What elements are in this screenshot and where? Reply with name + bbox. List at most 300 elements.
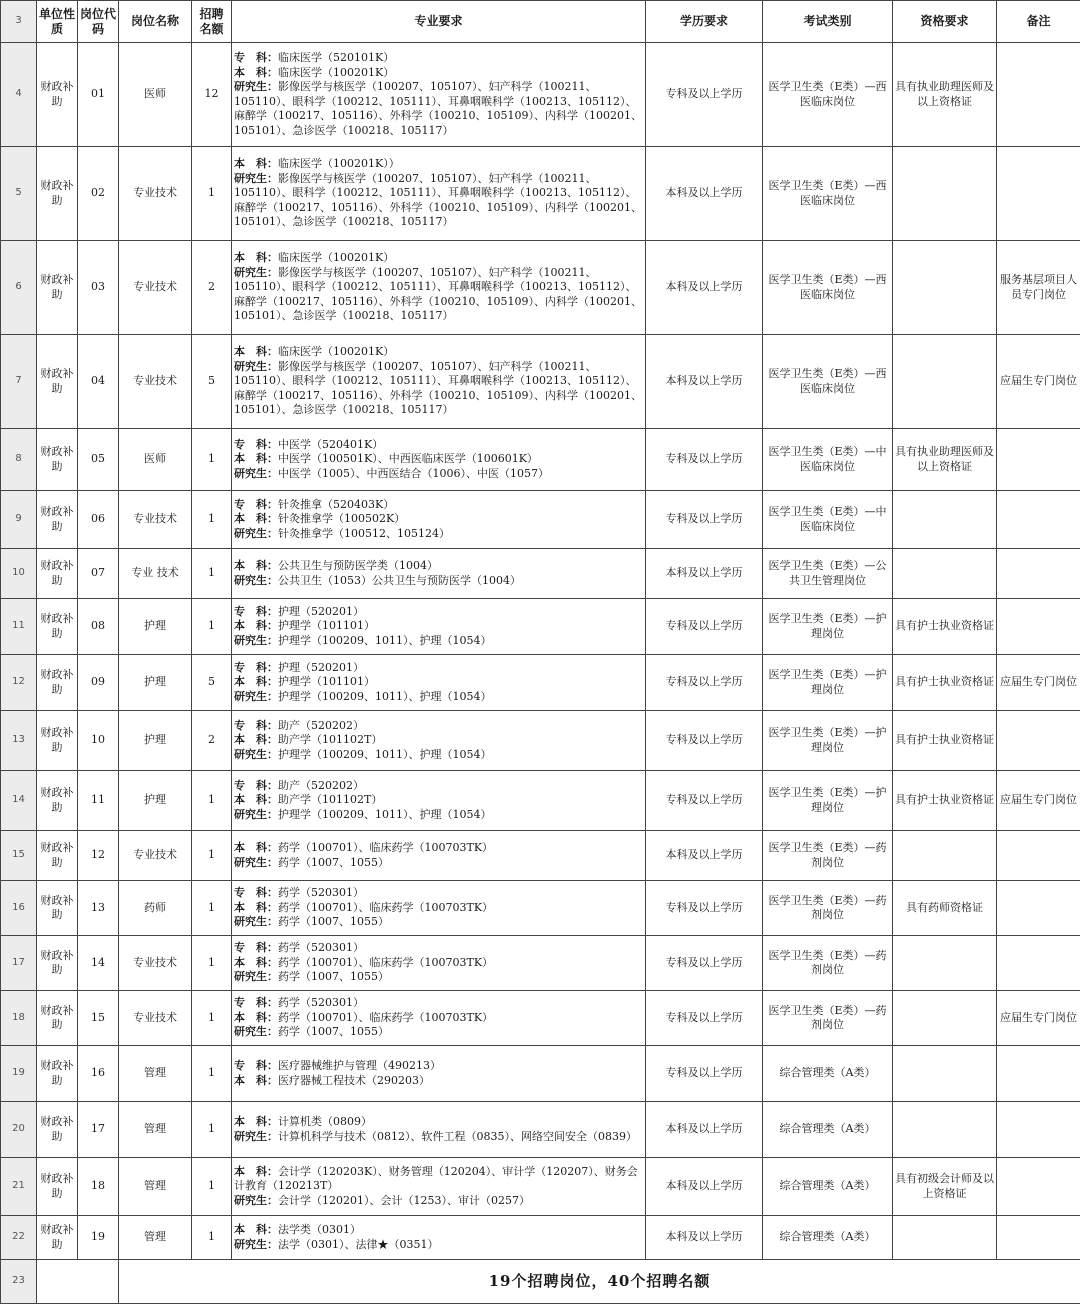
education-cell: 专科及以上学历 — [646, 429, 763, 491]
major-line — [234, 1059, 643, 1074]
degree-level-label: 研究生： — [234, 467, 278, 480]
unit-nature-cell: 财政补助 — [37, 335, 78, 429]
degree-level-label: 本 科： — [234, 619, 278, 632]
exam-type-cell: 综合管理类（A类） — [763, 1102, 893, 1158]
major-line — [234, 605, 643, 620]
qualification-cell: 具有护士执业资格证 — [893, 711, 997, 771]
exam-type-cell: 医学卫生类（E类）—西医临床岗位 — [763, 335, 893, 429]
quota-cell: 5 — [192, 655, 232, 711]
quota-cell: 1 — [192, 429, 232, 491]
major-line — [234, 172, 643, 230]
major-list: 临床医学（100201K） — [278, 345, 394, 358]
major-line — [234, 80, 643, 138]
post-name-cell: 专业技术 — [119, 831, 192, 881]
header-exam-type: 考试类别 — [763, 1, 893, 43]
degree-level-label: 专 科： — [234, 498, 278, 511]
post-code-cell: 13 — [78, 881, 119, 936]
qualification-cell — [893, 1102, 997, 1158]
education-cell: 本科及以上学历 — [646, 1158, 763, 1216]
education-cell: 本科及以上学历 — [646, 147, 763, 241]
major-list: 临床医学（520101K） — [278, 51, 394, 64]
qualification-cell — [893, 549, 997, 599]
post-name-cell: 管理 — [119, 1102, 192, 1158]
degree-level-label: 专 科： — [234, 719, 278, 732]
post-name-cell: 专业技术 — [119, 147, 192, 241]
major-list: 护理（520201） — [278, 661, 364, 674]
degree-level-label: 本 科： — [234, 1074, 278, 1087]
major-requirements-cell — [232, 241, 646, 335]
row-number: 7 — [1, 335, 37, 429]
header-unit-nature: 单位性质 — [37, 1, 78, 43]
exam-type-cell: 医学卫生类（E类）—护理岗位 — [763, 599, 893, 655]
major-requirements-cell — [232, 831, 646, 881]
education-cell: 专科及以上学历 — [646, 936, 763, 991]
major-list: 护理学（101101） — [278, 619, 375, 632]
major-line — [234, 1194, 643, 1209]
exam-type-cell: 医学卫生类（E类）—药剂岗位 — [763, 936, 893, 991]
post-name-cell: 护理 — [119, 771, 192, 831]
major-requirements-cell — [232, 491, 646, 549]
degree-level-label: 专 科： — [234, 1059, 278, 1072]
post-code-cell: 08 — [78, 599, 119, 655]
table-row — [1, 881, 1080, 936]
header-remark: 备注 — [997, 1, 1080, 43]
table-row — [1, 1216, 1080, 1260]
remark-cell — [997, 881, 1080, 936]
quota-cell: 1 — [192, 1158, 232, 1216]
degree-level-label: 研究生： — [234, 1238, 278, 1251]
remark-cell: 服务基层项目人员专门岗位 — [997, 241, 1080, 335]
major-requirements-cell — [232, 936, 646, 991]
major-line — [234, 793, 643, 808]
header-post-name: 岗位名称 — [119, 1, 192, 43]
post-name-cell: 专业技术 — [119, 936, 192, 991]
major-list: 计算机科学与技术（0812）、软件工程（0835）、网络空间安全（0839） — [278, 1130, 637, 1143]
quota-cell: 2 — [192, 711, 232, 771]
unit-nature-cell: 财政补助 — [37, 429, 78, 491]
post-code-cell: 10 — [78, 711, 119, 771]
major-requirements-cell — [232, 655, 646, 711]
remark-cell — [997, 831, 1080, 881]
major-line — [234, 886, 643, 901]
quota-cell: 1 — [192, 771, 232, 831]
major-line — [234, 915, 643, 930]
major-list: 中医学（1005）、中西医结合（1006）、中医（1057） — [278, 467, 549, 480]
quota-cell: 1 — [192, 1216, 232, 1260]
major-list: 影像医学与核医学（100207、105107）、妇产科学（100211、105110）、眼科学（100212、105111）、耳鼻咽喉科学（100213、105112）、麻醉学（100217、105116）、外科学（100210、105109）、内科学（100201、105101）、急诊医学（100218、105117） — [234, 80, 642, 137]
unit-nature-cell: 财政补助 — [37, 936, 78, 991]
major-list: 药学（100701）、临床药学（100703TK） — [278, 841, 493, 854]
row-number: 17 — [1, 936, 37, 991]
qualification-cell — [893, 1046, 997, 1102]
remark-cell — [997, 1102, 1080, 1158]
major-line — [234, 941, 643, 956]
major-line — [234, 266, 643, 324]
degree-level-label: 本 科： — [234, 675, 278, 688]
major-requirements-cell — [232, 991, 646, 1046]
exam-type-cell: 医学卫生类（E类）—中医临床岗位 — [763, 491, 893, 549]
major-requirements-cell — [232, 711, 646, 771]
major-requirements-cell — [232, 599, 646, 655]
row-number: 8 — [1, 429, 37, 491]
remark-cell — [997, 711, 1080, 771]
exam-type-cell: 医学卫生类（E类）—药剂岗位 — [763, 991, 893, 1046]
education-cell: 专科及以上学历 — [646, 655, 763, 711]
degree-level-label: 本 科： — [234, 901, 278, 914]
degree-level-label: 研究生： — [234, 1194, 278, 1207]
unit-nature-cell: 财政补助 — [37, 1102, 78, 1158]
degree-level-label: 专 科： — [234, 51, 278, 64]
unit-nature-cell: 财政补助 — [37, 991, 78, 1046]
post-code-cell: 14 — [78, 936, 119, 991]
post-code-cell: 18 — [78, 1158, 119, 1216]
post-name-cell: 管理 — [119, 1216, 192, 1260]
table-row — [1, 429, 1080, 491]
major-requirements-cell — [232, 147, 646, 241]
degree-level-label: 本 科： — [234, 1223, 278, 1236]
education-cell: 专科及以上学历 — [646, 43, 763, 147]
major-line — [234, 345, 643, 360]
row-number: 23 — [1, 1260, 37, 1304]
degree-level-label: 本 科： — [234, 841, 278, 854]
major-line — [234, 719, 643, 734]
major-requirements-cell — [232, 1216, 646, 1260]
education-cell: 专科及以上学历 — [646, 991, 763, 1046]
exam-type-cell: 医学卫生类（E类）—药剂岗位 — [763, 881, 893, 936]
header-major: 专业要求 — [232, 1, 646, 43]
row-number: 14 — [1, 771, 37, 831]
post-name-cell: 护理 — [119, 599, 192, 655]
summary-blank-cell — [37, 1260, 119, 1304]
row-number: 10 — [1, 549, 37, 599]
post-code-cell: 05 — [78, 429, 119, 491]
post-name-cell: 药师 — [119, 881, 192, 936]
post-name-cell: 专业技术 — [119, 491, 192, 549]
unit-nature-cell: 财政补助 — [37, 43, 78, 147]
unit-nature-cell: 财政补助 — [37, 491, 78, 549]
remark-cell: 应届生专门岗位 — [997, 335, 1080, 429]
major-list: 护理学（100209、1011）、护理（1054） — [278, 634, 491, 647]
summary-text: 19个招聘岗位，40个招聘名额 — [119, 1260, 1080, 1304]
post-code-cell: 01 — [78, 43, 119, 147]
quota-cell: 1 — [192, 491, 232, 549]
degree-level-label: 专 科： — [234, 605, 278, 618]
degree-level-label: 专 科： — [234, 779, 278, 792]
degree-level-label: 本 科： — [234, 1115, 278, 1128]
degree-level-label: 研究生： — [234, 266, 278, 279]
major-list: 影像医学与核医学（100207、105107）、妇产科学（100211、105110）、眼科学（100212、105111）、耳鼻咽喉科学（100213、105112）、麻醉学（100217、105116）、外科学（100210、105109）、内科学（100201、105101）、急诊医学（100218、105117） — [234, 266, 642, 323]
major-line — [234, 748, 643, 763]
qualification-cell — [893, 936, 997, 991]
table-row — [1, 491, 1080, 549]
major-list: 助产（520202） — [278, 719, 364, 732]
major-requirements-cell — [232, 1102, 646, 1158]
major-line — [234, 360, 643, 418]
post-name-cell: 医师 — [119, 43, 192, 147]
major-list: 药学（1007、1055） — [278, 856, 389, 869]
post-code-cell: 11 — [78, 771, 119, 831]
major-list: 公共卫生与预防医学类（1004） — [278, 559, 438, 572]
row-number: 15 — [1, 831, 37, 881]
table-row — [1, 991, 1080, 1046]
quota-cell: 1 — [192, 831, 232, 881]
table-row — [1, 335, 1080, 429]
row-number: 6 — [1, 241, 37, 335]
degree-level-label: 研究生： — [234, 1130, 278, 1143]
degree-level-label: 专 科： — [234, 438, 278, 451]
row-number: 16 — [1, 881, 37, 936]
major-list: 影像医学与核医学（100207、105107）、妇产科学（100211、105110）、眼科学（100212、105111）、耳鼻咽喉科学（100213、105112）、麻醉学（100217、105116）、外科学（100210、105109）、内科学（100201、105101）、急诊医学（100218、105117） — [234, 172, 642, 229]
row-number: 4 — [1, 43, 37, 147]
major-list: 护理学（101101） — [278, 675, 375, 688]
exam-type-cell: 医学卫生类（E类）—药剂岗位 — [763, 831, 893, 881]
remark-cell — [997, 549, 1080, 599]
post-name-cell: 护理 — [119, 711, 192, 771]
major-line — [234, 1165, 643, 1194]
quota-cell: 12 — [192, 43, 232, 147]
education-cell: 专科及以上学历 — [646, 711, 763, 771]
post-name-cell: 医师 — [119, 429, 192, 491]
major-list: 临床医学（100201K） — [278, 251, 394, 264]
qualification-cell — [893, 1216, 997, 1260]
degree-level-label: 研究生： — [234, 748, 278, 761]
post-name-cell: 管理 — [119, 1158, 192, 1216]
header-quota: 招聘名额 — [192, 1, 232, 43]
major-line — [234, 438, 643, 453]
major-list: 针灸推拿学（100512、105124） — [278, 527, 450, 540]
qualification-cell: 具有执业助理医师及以上资格证 — [893, 43, 997, 147]
major-list: 助产学（101102T） — [278, 793, 382, 806]
table-row — [1, 1158, 1080, 1216]
major-list: 医疗器械工程技术（290203） — [278, 1074, 430, 1087]
table-row — [1, 771, 1080, 831]
degree-level-label: 研究生： — [234, 360, 278, 373]
table-row — [1, 1046, 1080, 1102]
unit-nature-cell: 财政补助 — [37, 1158, 78, 1216]
degree-level-label: 研究生： — [234, 856, 278, 869]
unit-nature-cell: 财政补助 — [37, 549, 78, 599]
education-cell: 专科及以上学历 — [646, 1046, 763, 1102]
post-name-cell: 专业技术 — [119, 991, 192, 1046]
row-number: 20 — [1, 1102, 37, 1158]
remark-cell — [997, 491, 1080, 549]
qualification-cell: 具有初级会计师及以上资格证 — [893, 1158, 997, 1216]
post-code-cell: 04 — [78, 335, 119, 429]
major-list: 药学（100701）、临床药学（100703TK） — [278, 1011, 493, 1024]
major-line — [234, 856, 643, 871]
major-list: 中医学（520401K） — [278, 438, 383, 451]
remark-cell — [997, 147, 1080, 241]
major-list: 助产（520202） — [278, 779, 364, 792]
remark-cell: 应届生专门岗位 — [997, 771, 1080, 831]
major-list: 药学（100701）、临床药学（100703TK） — [278, 901, 493, 914]
quota-cell: 1 — [192, 936, 232, 991]
quota-cell: 1 — [192, 991, 232, 1046]
major-requirements-cell — [232, 881, 646, 936]
education-cell: 本科及以上学历 — [646, 1102, 763, 1158]
degree-level-label: 本 科： — [234, 345, 278, 358]
major-line — [234, 619, 643, 634]
exam-type-cell: 医学卫生类（E类）—护理岗位 — [763, 711, 893, 771]
unit-nature-cell: 财政补助 — [37, 1046, 78, 1102]
post-code-cell: 17 — [78, 1102, 119, 1158]
major-line — [234, 559, 643, 574]
row-number: 3 — [1, 1, 37, 43]
degree-level-label: 本 科： — [234, 512, 278, 525]
major-list: 计算机类（0809） — [278, 1115, 372, 1128]
major-line — [234, 956, 643, 971]
major-line — [234, 1011, 643, 1026]
remark-cell — [997, 936, 1080, 991]
post-code-cell: 02 — [78, 147, 119, 241]
qualification-cell — [893, 335, 997, 429]
degree-level-label: 本 科： — [234, 956, 278, 969]
row-number: 5 — [1, 147, 37, 241]
major-line — [234, 841, 643, 856]
remark-cell: 应届生专门岗位 — [997, 655, 1080, 711]
major-list: 针灸推拿（520403K） — [278, 498, 394, 511]
major-list: 药学（520301） — [278, 996, 364, 1009]
education-cell: 专科及以上学历 — [646, 491, 763, 549]
major-list: 护理（520201） — [278, 605, 364, 618]
table-row — [1, 241, 1080, 335]
major-line — [234, 901, 643, 916]
quota-cell: 2 — [192, 241, 232, 335]
table-row — [1, 1102, 1080, 1158]
unit-nature-cell: 财政补助 — [37, 655, 78, 711]
major-line — [234, 690, 643, 705]
quota-cell: 1 — [192, 147, 232, 241]
major-line — [234, 970, 643, 985]
table-row — [1, 43, 1080, 147]
unit-nature-cell: 财政补助 — [37, 881, 78, 936]
major-list: 药学（100701）、临床药学（100703TK） — [278, 956, 493, 969]
degree-level-label: 研究生： — [234, 808, 278, 821]
post-code-cell: 19 — [78, 1216, 119, 1260]
remark-cell — [997, 1216, 1080, 1260]
major-requirements-cell — [232, 549, 646, 599]
exam-type-cell: 综合管理类（A类） — [763, 1216, 893, 1260]
header-post-code: 岗位代码 — [78, 1, 119, 43]
education-cell: 本科及以上学历 — [646, 1216, 763, 1260]
table-row — [1, 655, 1080, 711]
degree-level-label: 研究生： — [234, 172, 278, 185]
major-list: 法学类（0301） — [278, 1223, 361, 1236]
qualification-cell — [893, 491, 997, 549]
qualification-cell: 具有药师资格证 — [893, 881, 997, 936]
education-cell: 本科及以上学历 — [646, 831, 763, 881]
post-code-cell: 16 — [78, 1046, 119, 1102]
degree-level-label: 专 科： — [234, 941, 278, 954]
major-line — [234, 498, 643, 513]
row-number: 22 — [1, 1216, 37, 1260]
row-number: 9 — [1, 491, 37, 549]
exam-type-cell: 综合管理类（A类） — [763, 1158, 893, 1216]
qualification-cell — [893, 241, 997, 335]
unit-nature-cell: 财政补助 — [37, 771, 78, 831]
major-list: 临床医学（100201K）） — [278, 157, 400, 170]
table-row — [1, 831, 1080, 881]
major-line — [234, 157, 643, 172]
exam-type-cell: 医学卫生类（E类）—护理岗位 — [763, 771, 893, 831]
degree-level-label: 研究生： — [234, 527, 278, 540]
major-requirements-cell — [232, 1158, 646, 1216]
qualification-cell — [893, 991, 997, 1046]
major-line — [234, 66, 643, 81]
degree-level-label: 本 科： — [234, 559, 278, 572]
table-row — [1, 936, 1080, 991]
major-requirements-cell — [232, 429, 646, 491]
unit-nature-cell: 财政补助 — [37, 711, 78, 771]
remark-cell: 应届生专门岗位 — [997, 991, 1080, 1046]
post-name-cell: 管理 — [119, 1046, 192, 1102]
major-list: 中医学（100501K）、中西医临床医学（100601K） — [278, 452, 538, 465]
degree-level-label: 研究生： — [234, 574, 278, 587]
table-row — [1, 147, 1080, 241]
education-cell: 专科及以上学历 — [646, 881, 763, 936]
qualification-cell: 具有护士执业资格证 — [893, 599, 997, 655]
degree-level-label: 研究生： — [234, 80, 278, 93]
row-number: 13 — [1, 711, 37, 771]
major-requirements-cell — [232, 335, 646, 429]
major-list: 护理学（100209、1011）、护理（1054） — [278, 808, 491, 821]
degree-level-label: 专 科： — [234, 996, 278, 1009]
major-line — [234, 1115, 643, 1130]
major-list: 针灸推拿学（100502K） — [278, 512, 405, 525]
major-line — [234, 1223, 643, 1238]
post-code-cell: 09 — [78, 655, 119, 711]
quota-cell: 1 — [192, 1046, 232, 1102]
unit-nature-cell: 财政补助 — [37, 147, 78, 241]
degree-level-label: 本 科： — [234, 157, 278, 170]
degree-level-label: 本 科： — [234, 733, 278, 746]
education-cell: 专科及以上学历 — [646, 599, 763, 655]
degree-level-label: 研究生： — [234, 915, 278, 928]
quota-cell: 1 — [192, 881, 232, 936]
major-list: 护理学（100209、1011）、护理（1054） — [278, 690, 491, 703]
major-line — [234, 1074, 643, 1089]
remark-cell — [997, 43, 1080, 147]
unit-nature-cell: 财政补助 — [37, 831, 78, 881]
row-number: 18 — [1, 991, 37, 1046]
remark-cell — [997, 1158, 1080, 1216]
row-number: 11 — [1, 599, 37, 655]
post-code-cell: 15 — [78, 991, 119, 1046]
quota-cell: 1 — [192, 1102, 232, 1158]
major-list: 药学（520301） — [278, 941, 364, 954]
table-row — [1, 599, 1080, 655]
major-line — [234, 452, 643, 467]
major-list: 影像医学与核医学（100207、105107）、妇产科学（100211、105110）、眼科学（100212、105111）、耳鼻咽喉科学（100213、105112）、麻醉学（100217、105116）、外科学（100210、105109）、内科学（100201、105101）、急诊医学（100218、105117） — [234, 360, 642, 417]
major-line — [234, 996, 643, 1011]
degree-level-label: 本 科： — [234, 793, 278, 806]
qualification-cell — [893, 147, 997, 241]
unit-nature-cell: 财政补助 — [37, 1216, 78, 1260]
post-name-cell: 专业 技术 — [119, 549, 192, 599]
row-number: 19 — [1, 1046, 37, 1102]
exam-type-cell: 医学卫生类（E类）—公共卫生管理岗位 — [763, 549, 893, 599]
major-line — [234, 1238, 643, 1253]
major-line — [234, 808, 643, 823]
exam-type-cell: 医学卫生类（E类）—西医临床岗位 — [763, 147, 893, 241]
degree-level-label: 本 科： — [234, 66, 278, 79]
exam-type-cell: 综合管理类（A类） — [763, 1046, 893, 1102]
remark-cell — [997, 599, 1080, 655]
major-line — [234, 51, 643, 66]
degree-level-label: 本 科： — [234, 251, 278, 264]
qualification-cell: 具有护士执业资格证 — [893, 655, 997, 711]
header-education: 学历要求 — [646, 1, 763, 43]
